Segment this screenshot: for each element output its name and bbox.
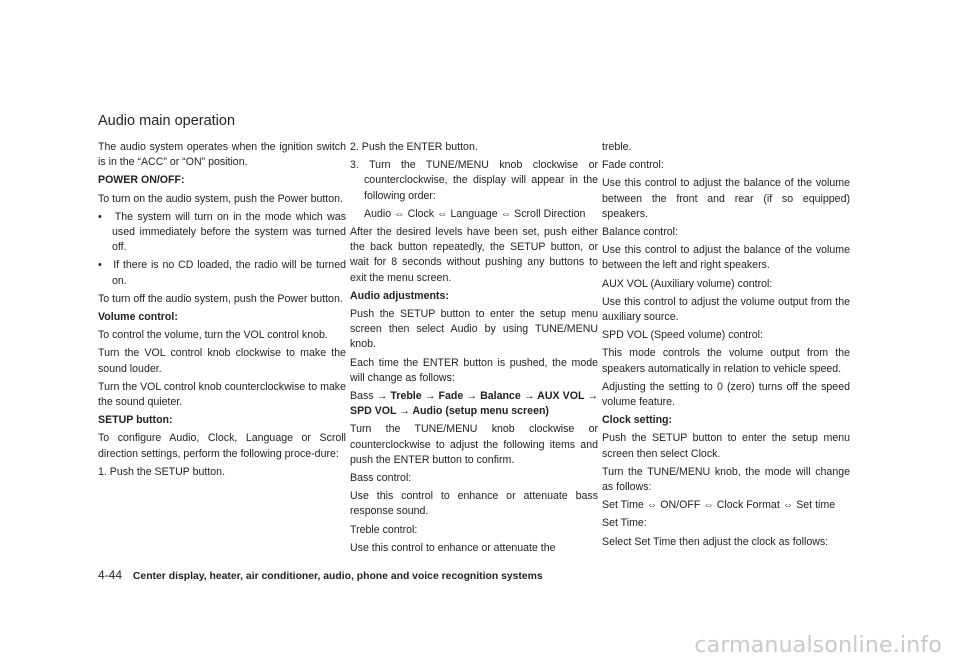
balance-paragraph: Use this control to adjust the balance of the volume between the left and right speakers.	[602, 244, 850, 272]
chapter-title: Center display, heater, air conditioner, audio, phone and voice recognition systems	[132, 571, 543, 582]
adjustments-paragraph: Each time the ENTER button is pushed, the mode will change as follows:	[350, 356, 598, 384]
bullet-icon: •	[98, 259, 114, 272]
spd-paragraph: This mode controls the volume output from the speakers automatically in relation to vehicle speed.	[602, 347, 850, 375]
intro-paragraph: The audio system operates when the ignition switch is in the “ACC” or “ON” position.	[98, 141, 346, 169]
bass-heading: Bass control:	[350, 472, 412, 485]
step-item: 1. Push the SETUP button.	[98, 465, 226, 478]
bullet-item: • The system will turn on in the mode which was used immediately before the system was turned off.	[98, 210, 346, 254]
power-off-paragraph: To turn off the audio system, push the Power button.	[98, 292, 343, 305]
after-paragraph: After the desired levels have been set, push either the back button repeatedly, the SETUP button, or wait for 8 seconds without pushing any buttons to exit the menu screen.	[350, 226, 598, 284]
page-footer	[98, 568, 543, 582]
fade-paragraph: Use this control to adjust the balance of the volume between the front and rear (if so equipped) speakers.	[602, 177, 850, 220]
volume-heading: Volume control:	[98, 311, 178, 324]
mode-sequence: Bass → Treble → Fade → Balance → AUX VOL → SPD VOL → Audio (setup menu screen)	[350, 390, 598, 418]
audio-adjustments-heading: Audio adjustments:	[350, 289, 449, 302]
spd-paragraph: Adjusting the setting to 0 (zero) turns off the speed volume feature.	[602, 380, 850, 409]
clock-sequence: Set Time ⇔ ON/OFF ⇔ Clock Format ⇔ Set time	[602, 499, 836, 512]
treble-heading: Treble control:	[350, 523, 418, 536]
aux-heading: AUX VOL (Auxiliary volume) control:	[602, 277, 773, 290]
aux-paragraph: Use this control to adjust the volume output from the auxiliary source.	[602, 295, 850, 324]
bullet-icon: •	[98, 210, 115, 223]
column-1	[98, 140, 346, 483]
page-number: 4-44	[98, 568, 123, 582]
treble-continuation: treble.	[602, 141, 632, 153]
power-on-paragraph: To turn on the audio system, push the Power button.	[98, 192, 343, 205]
set-time-heading: Set Time:	[602, 517, 647, 530]
bass-paragraph: Use this control to enhance or attenuate bass response sound.	[350, 490, 598, 518]
treble-paragraph: Use this control to enhance or attenuate the	[350, 541, 556, 554]
setup-heading: SETUP button:	[98, 414, 173, 427]
adjustments-paragraph: Push the SETUP button to enter the setup menu screen then select Audio by using TUNE/MENU knob.	[350, 308, 598, 351]
column-3	[602, 140, 850, 553]
set-time-paragraph: Select Set Time then adjust the clock as follows:	[602, 535, 829, 548]
balance-heading: Balance control:	[602, 226, 678, 239]
column-2	[350, 140, 598, 559]
clock-paragraph: Push the SETUP button to enter the setup menu screen then select Clock.	[602, 432, 850, 460]
clock-paragraph: Turn the TUNE/MENU knob, the mode will change as follows:	[602, 465, 850, 494]
step-item: 3. Turn the TUNE/MENU knob clockwise or counterclockwise, the display will appear in the following order:	[350, 159, 598, 202]
clock-heading: Clock setting:	[602, 414, 673, 427]
setup-paragraph: To configure Audio, Clock, Language or Scroll direction settings, perform the following proce-dure:	[98, 432, 346, 460]
spd-heading: SPD VOL (Speed volume) control:	[602, 329, 763, 342]
bullet-item: • If there is no CD loaded, the radio will be turned on.	[98, 259, 346, 287]
fade-heading: Fade control:	[602, 159, 664, 172]
watermark-logo: carmanualsonline.info	[694, 633, 942, 658]
volume-paragraph: Turn the VOL control knob counterclockwise to make the sound quieter.	[98, 380, 346, 409]
section-title: Audio main operation	[98, 113, 236, 129]
volume-paragraph: To control the volume, turn the VOL control knob.	[98, 329, 328, 342]
adjustments-paragraph: Turn the TUNE/MENU knob clockwise or counterclockwise to adjust the following items and push the ENTER button to confirm.	[350, 423, 598, 466]
order-sequence: Audio ⇔ Clock ⇔ Language ⇔ Scroll Direction	[364, 207, 586, 220]
step-item: 2. Push the ENTER button.	[350, 141, 478, 153]
volume-paragraph: Turn the VOL control knob clockwise to make the sound louder.	[98, 347, 346, 375]
power-heading: POWER ON/OFF:	[98, 174, 185, 187]
